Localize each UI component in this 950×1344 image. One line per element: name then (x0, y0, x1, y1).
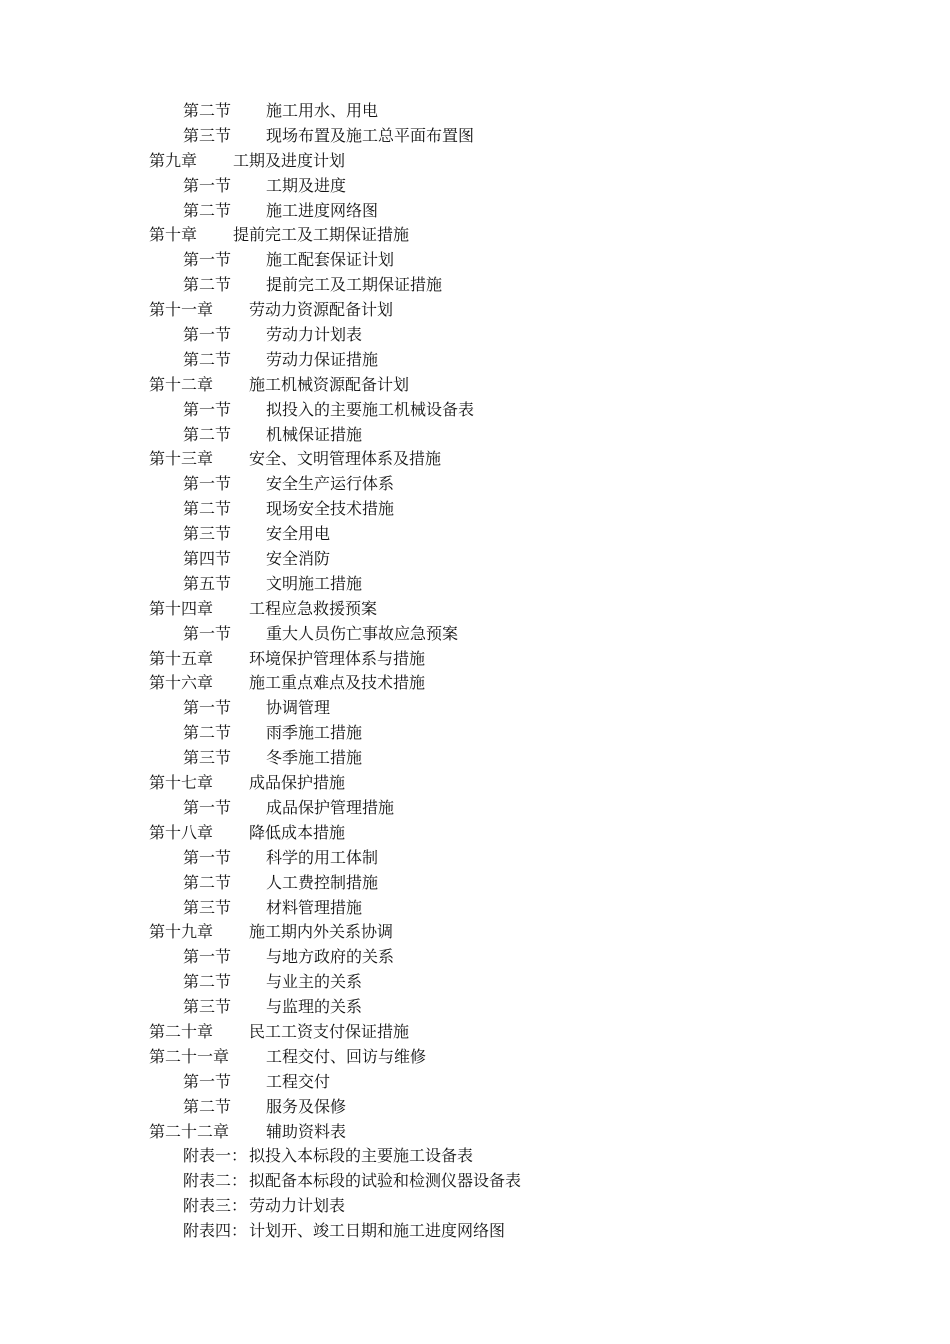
toc-entry-section (0, 398, 950, 423)
toc-entry-section (0, 273, 950, 298)
entry-number: 附表一： (183, 1146, 248, 1166)
entry-title: 工程交付 (266, 1071, 331, 1091)
toc-entry-section (0, 248, 950, 273)
toc-entry-section (0, 174, 950, 199)
entry-number: 第十九章 (149, 922, 214, 942)
entry-number: 第十二章 (149, 374, 214, 394)
toc-entry-section (0, 970, 950, 995)
entry-title: 安全消防 (266, 549, 331, 569)
entry-number: 第一节 (183, 698, 232, 718)
toc-entry-section (0, 746, 950, 771)
entry-number: 第三节 (183, 997, 232, 1017)
entry-number: 第二节 (183, 499, 232, 519)
entry-title: 工程交付、回访与维修 (266, 1046, 427, 1066)
entry-title: 材料管理措施 (266, 897, 363, 917)
entry-title: 人工费控制措施 (266, 872, 379, 892)
entry-number: 第二节 (183, 275, 232, 295)
entry-number: 第十三章 (149, 449, 214, 469)
entry-title: 计划开、竣工日期和施工进度网络图 (249, 1221, 506, 1241)
toc-entry-chapter (0, 149, 950, 174)
toc-entry-chapter (0, 920, 950, 945)
entry-number: 第三节 (183, 524, 232, 544)
entry-number: 第十一章 (149, 300, 214, 320)
entry-title: 拟投入本标段的主要施工设备表 (249, 1146, 474, 1166)
toc-entry-appendix (0, 1219, 950, 1244)
entry-title: 服务及保修 (266, 1096, 347, 1116)
entry-number: 第二节 (183, 101, 232, 120)
entry-number: 第二节 (183, 424, 232, 444)
toc-entry-section (0, 522, 950, 547)
toc-entry-section (0, 423, 950, 448)
toc-entry-section (0, 871, 950, 896)
entry-number: 第一节 (183, 250, 232, 270)
toc-entry-chapter (0, 671, 950, 696)
entry-title: 工程应急救援预案 (249, 598, 378, 618)
toc-entry-chapter (0, 647, 950, 672)
entry-number: 第十六章 (149, 673, 214, 693)
toc-entry-chapter (0, 1020, 950, 1045)
toc-entry-section (0, 1095, 950, 1120)
entry-title: 与监理的关系 (266, 997, 363, 1017)
entry-number: 第二节 (183, 872, 232, 892)
entry-title: 协调管理 (266, 698, 331, 718)
entry-number: 第三节 (183, 748, 232, 768)
entry-title: 与业主的关系 (266, 972, 363, 992)
entry-title: 提前完工及工期保证措施 (233, 225, 410, 245)
entry-title: 安全、文明管理体系及措施 (249, 449, 442, 469)
toc-entry-section (0, 348, 950, 373)
entry-number: 附表四： (183, 1221, 248, 1241)
toc-entry-section (0, 547, 950, 572)
toc-entry-section (0, 721, 950, 746)
entry-number: 第二节 (183, 972, 232, 992)
entry-title: 辅助资料表 (266, 1121, 347, 1141)
entry-number: 第一节 (183, 623, 232, 643)
entry-number: 第九章 (149, 150, 198, 170)
entry-title: 劳动力计划表 (249, 1196, 346, 1216)
entry-number: 第二十二章 (149, 1121, 230, 1141)
toc-entry-section (0, 323, 950, 348)
entry-title: 劳动力计划表 (266, 325, 363, 345)
entry-number: 第十七章 (149, 773, 214, 793)
entry-number: 第三节 (183, 897, 232, 917)
entry-number: 第十四章 (149, 598, 214, 618)
entry-title: 文明施工措施 (266, 573, 363, 593)
toc-entry-chapter (0, 223, 950, 248)
toc-entry-chapter (0, 597, 950, 622)
toc-entry-section (0, 622, 950, 647)
toc-entry-section (0, 896, 950, 921)
toc-entry-section (0, 696, 950, 721)
toc-entry-section (0, 1070, 950, 1095)
toc-entry-chapter (0, 821, 950, 846)
entry-title: 机械保证措施 (266, 424, 363, 444)
toc-entry-chapter (0, 1120, 950, 1145)
entry-number: 附表三： (183, 1196, 248, 1216)
entry-title: 科学的用工体制 (266, 847, 379, 867)
entry-number: 第三节 (183, 125, 232, 145)
toc-entry-chapter (0, 298, 950, 323)
entry-number: 第一节 (183, 947, 232, 967)
toc-entry-section (0, 995, 950, 1020)
entry-title: 民工工资支付保证措施 (249, 1021, 410, 1041)
entry-title: 工期及进度 (266, 175, 347, 195)
toc-entry-chapter (0, 771, 950, 796)
entry-number: 第四节 (183, 549, 232, 569)
entry-number: 第二节 (183, 723, 232, 743)
table-of-contents (0, 99, 950, 1244)
entry-title: 施工重点难点及技术措施 (249, 673, 426, 693)
entry-title: 施工用水、用电 (266, 101, 379, 120)
entry-number: 第二节 (183, 349, 232, 369)
entry-title: 工期及进度计划 (233, 150, 346, 170)
toc-entry-section (0, 846, 950, 871)
entry-title: 施工进度网络图 (266, 200, 379, 220)
entry-title: 现场布置及施工总平面布置图 (266, 125, 475, 145)
entry-title: 拟投入的主要施工机械设备表 (266, 399, 475, 419)
entry-number: 第一节 (183, 1071, 232, 1091)
toc-entry-section (0, 99, 950, 124)
entry-number: 第二节 (183, 1096, 232, 1116)
toc-entry-section (0, 572, 950, 597)
entry-number: 第十八章 (149, 822, 214, 842)
entry-number: 第一节 (183, 399, 232, 419)
entry-number: 附表二： (183, 1171, 248, 1191)
entry-number: 第一节 (183, 797, 232, 817)
entry-title: 安全用电 (266, 524, 331, 544)
entry-title: 施工机械资源配备计划 (249, 374, 410, 394)
toc-entry-appendix (0, 1194, 950, 1219)
entry-number: 第五节 (183, 573, 232, 593)
entry-title: 劳动力资源配备计划 (249, 300, 394, 320)
entry-title: 施工配套保证计划 (266, 250, 395, 270)
entry-title: 重大人员伤亡事故应急预案 (266, 623, 459, 643)
toc-entry-chapter (0, 373, 950, 398)
entry-title: 施工期内外关系协调 (249, 922, 394, 942)
toc-entry-appendix (0, 1144, 950, 1169)
entry-number: 第一节 (183, 847, 232, 867)
entry-title: 现场安全技术措施 (266, 499, 395, 519)
toc-entry-appendix (0, 1169, 950, 1194)
entry-title: 安全生产运行体系 (266, 474, 395, 494)
entry-title: 成品保护管理措施 (266, 797, 395, 817)
entry-title: 环境保护管理体系与措施 (249, 648, 426, 668)
entry-title: 拟配备本标段的试验和检测仪器设备表 (249, 1171, 522, 1191)
toc-entry-section (0, 945, 950, 970)
toc-entry-chapter (0, 1045, 950, 1070)
entry-title: 降低成本措施 (249, 822, 346, 842)
entry-number: 第一节 (183, 175, 232, 195)
entry-title: 冬季施工措施 (266, 748, 363, 768)
entry-title: 提前完工及工期保证措施 (266, 275, 443, 295)
entry-number: 第一节 (183, 474, 232, 494)
toc-entry-section (0, 124, 950, 149)
entry-number: 第二十一章 (149, 1046, 230, 1066)
toc-entry-section (0, 199, 950, 224)
entry-number: 第十章 (149, 225, 198, 245)
entry-number: 第二节 (183, 200, 232, 220)
toc-entry-section (0, 796, 950, 821)
entry-title: 劳动力保证措施 (266, 349, 379, 369)
toc-entry-section (0, 497, 950, 522)
entry-number: 第一节 (183, 325, 232, 345)
toc-entry-section (0, 472, 950, 497)
entry-title: 雨季施工措施 (266, 723, 363, 743)
entry-number: 第十五章 (149, 648, 214, 668)
entry-number: 第二十章 (149, 1021, 214, 1041)
entry-title: 与地方政府的关系 (266, 947, 395, 967)
entry-title: 成品保护措施 (249, 773, 346, 793)
toc-entry-chapter (0, 447, 950, 472)
